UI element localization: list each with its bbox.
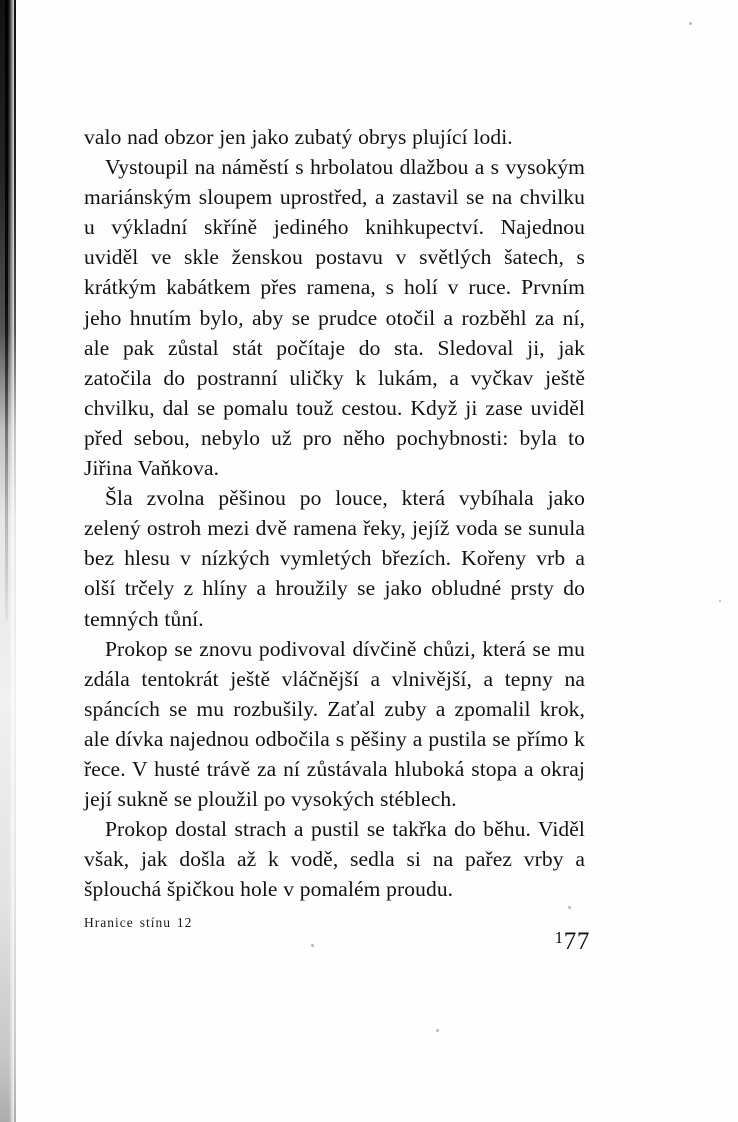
page-speckle bbox=[689, 22, 692, 25]
body-text-block bbox=[84, 122, 585, 904]
page-speckle bbox=[436, 1029, 439, 1032]
scan-gutter-shadow bbox=[0, 0, 16, 1122]
page-number-digit: 7 bbox=[576, 928, 590, 955]
page-number-digit: 1 bbox=[554, 928, 564, 947]
page-number bbox=[554, 924, 590, 955]
page-speckle bbox=[719, 600, 721, 602]
paragraph: Šla zvolna pěšinou po louce, která vybíhala jako zelený ostroh mezi dvě ramena řeky, jejíž voda se sunula bez hlesu v nízkých vymletých březích. Kořeny vrb a olší trčely z hlíny a hroužily se jako obludné prsty do temných tůní. bbox=[84, 486, 585, 631]
paragraph: Prokop se znovu podivoval dívčině chůzi, která se mu zdála tentokrát ještě vláčnější a vlnivější, a tepny na spáncích se mu rozbušily. Zaťal zuby a zpomalil krok, ale dívka najednou odbočila s pěšiny a pustila se přímo k řece. V husté trávě za ní zůstávala hluboká stopa a okraj její sukně se ploužil po vysokých stéblech. bbox=[84, 636, 585, 812]
page-number-digit: 7 bbox=[563, 928, 577, 955]
paragraph: Vystoupil na náměstí s hrbolatou dlažbou a s vysokým mariánským sloupem uprostřed, a zastavil se na chvilku u výkladní skříně jediného knihkupectví. Najednou uviděl ve skle ženskou postavu v světlých šatech, s krátkým kabátkem přes ramena, s holí v ruce. Prvním jeho hnutím bylo, aby se prudce otočil a rozběhl za ní, ale pak zůstal stát počítaje do sta. Sledoval ji, jak zatočila do postranní uličky k lukám, a vyčkav ještě chvilku, dal se pomalu touž cestou. Když ji zase uviděl před sebou, nebylo už pro něho pochybnosti: byla to Jiřina Vaňkova. bbox=[84, 155, 585, 481]
page-speckle bbox=[311, 944, 314, 947]
paragraph: valo nad obzor jen jako zubatý obrys plující lodi. bbox=[84, 125, 513, 149]
paragraph: Prokop dostal strach a pustil se takřka do běhu. Viděl však, jak došla až k vodě, sedla si na pařez vrby a šplouchá špičkou hole v pomalém proudu. bbox=[84, 817, 585, 902]
scan-gutter-edge bbox=[5, 0, 8, 620]
signature-mark: Hranice stínu 12 bbox=[84, 915, 193, 930]
page-speckle bbox=[568, 906, 571, 909]
